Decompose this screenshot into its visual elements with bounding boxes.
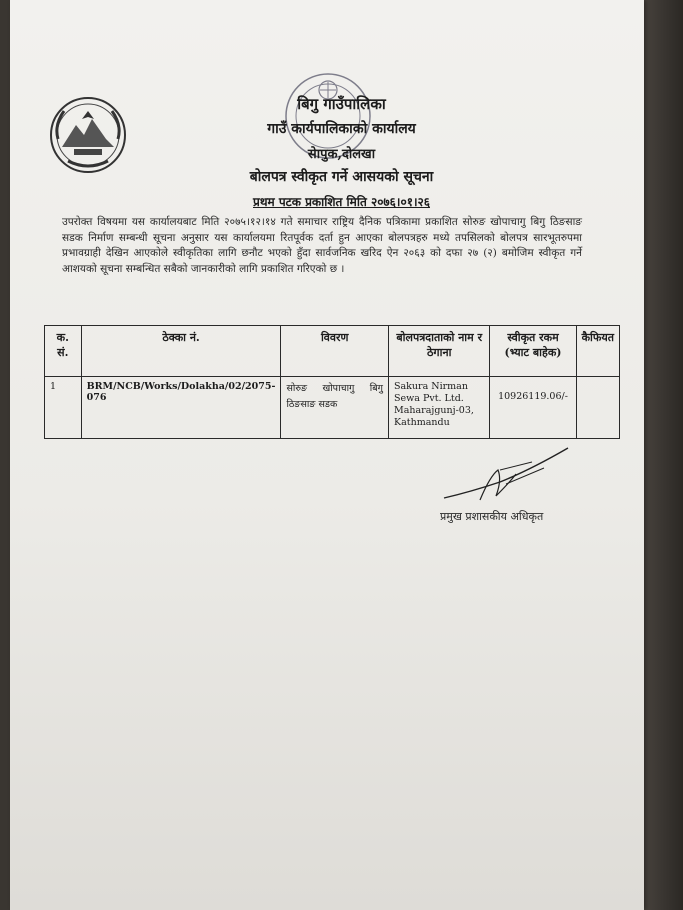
row-remarks	[576, 377, 619, 439]
row-sn: 1	[45, 377, 82, 439]
row-bidder: Sakura Nirman Sewa Pvt. Ltd. Maharajgunj-03, Kathmandu	[389, 377, 490, 439]
header-contract-no: ठेक्का नं.	[81, 326, 281, 377]
signatory-title: प्रमुख प्रशासकीय अधिकृत	[440, 510, 544, 523]
header-bidder: बोलपत्रदाताको नाम र ठेगाना	[389, 326, 490, 377]
row-description: सोरुङ खोपाचागु बिगु ठिङसाङ सडक	[281, 377, 389, 439]
table-header-row	[45, 326, 620, 377]
row-contract-no: BRM/NCB/Works/Dolakha/02/2075-076	[81, 377, 281, 439]
office-name: बिगु गाउँपालिका	[297, 95, 386, 113]
handwritten-signature	[440, 440, 575, 510]
bid-award-table	[44, 325, 620, 439]
notice-title: बोलपत्र स्वीकृत गर्ने आसयको सूचना	[249, 169, 434, 185]
notice-paragraph: उपरोक्त विषयमा यस कार्यालयबाट मिति २०७५।१२।१४ गते समाचार राष्ट्रिय दैनिक पत्रिकामा प्रकाशित सोरुङ खोपाचागु बिगु ठिङसाङ सडक निर्माण सम्बन्धी सूचना अनुसार यस कार्यालयमा रितपूर्वक दर्ता हुन आएका बोलपत्रहरु मध्ये तपसिलको बोलपत्र सारभूतरुपमा प्रभावग्राही देखिन आएकोले स्वीकृतिका लागि छनौट भएको हुँदा सार्वजनिक खरिद ऐन २०६३ को दफा २७ (२) बमोजिम स्वीकृत गर्ने आशयको सूचना सम्बन्धित सबैको जानकारीको लागि प्रकाशित गरिएको छ ।	[62, 216, 582, 275]
office-location: सेापुक,दोलखा	[307, 147, 376, 162]
header-sn: क. सं.	[45, 326, 82, 377]
header-description: विवरण	[281, 326, 389, 377]
table-row	[45, 377, 620, 439]
office-subtitle: गाउँ कार्यपालिकाको कार्यालय	[267, 121, 416, 137]
header-remarks: कैफियत	[576, 326, 619, 377]
publish-date-line: प्रथम पटक प्रकाशित मिति २०७६।०१।२६	[253, 195, 430, 209]
row-amount: 10926119.06/-	[490, 377, 576, 439]
header-amount: स्वीकृत रकम (भ्याट बाहेक)	[490, 326, 576, 377]
